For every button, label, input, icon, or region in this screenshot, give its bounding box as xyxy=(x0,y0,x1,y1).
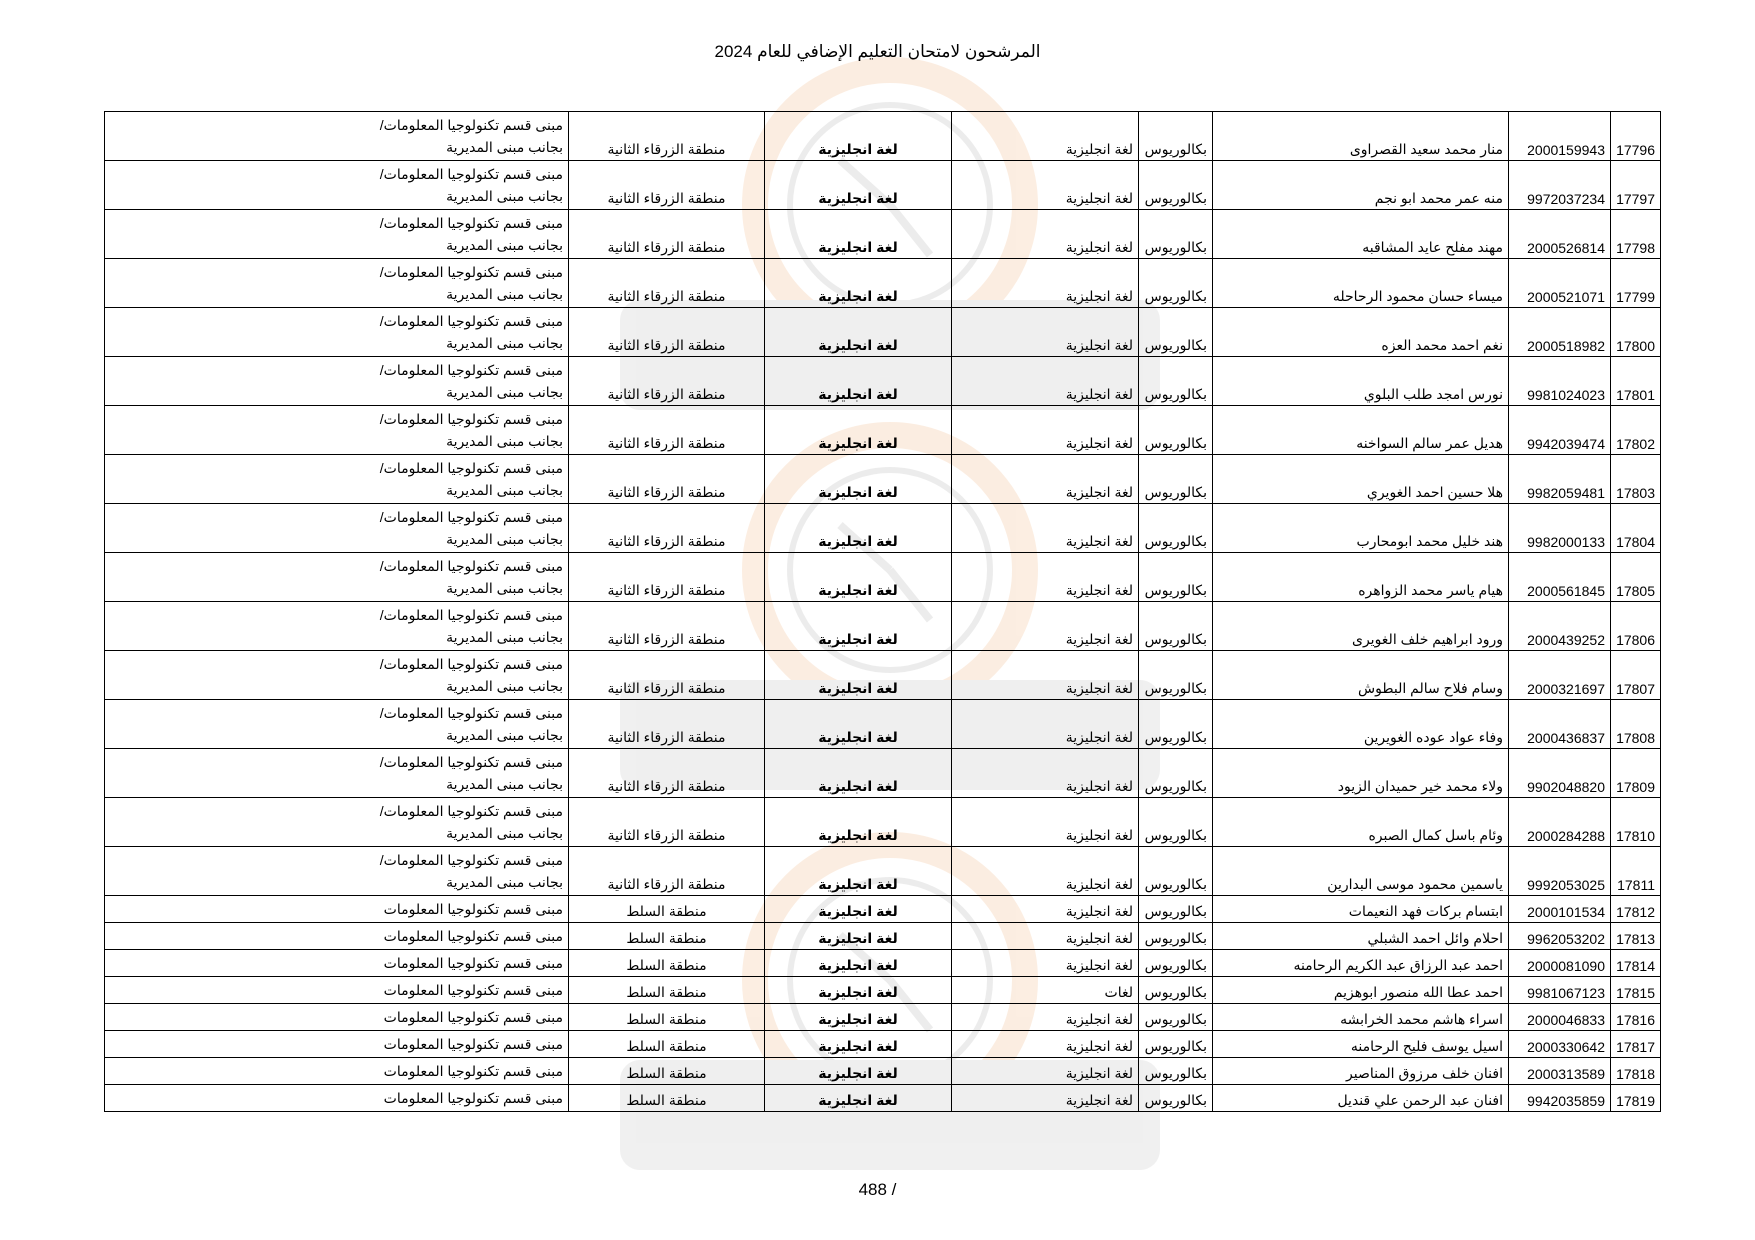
specialization-cell: لغة انجليزية xyxy=(952,455,1139,504)
education-region-cell: منطقة الزرقاء الثانية xyxy=(569,700,765,749)
venue-line-1: مبنى قسم تكنولوجيا المعلومات/ xyxy=(379,852,563,868)
education-region-cell: منطقة الزرقاء الثانية xyxy=(569,259,765,308)
national-id-cell: 9992053025 xyxy=(1509,847,1611,896)
national-id-cell: 2000439252 xyxy=(1509,602,1611,651)
education-region-cell: منطقة الزرقاء الثانية xyxy=(569,602,765,651)
sequence-number-cell: 17809 xyxy=(1611,749,1661,798)
venue-line-2: بجانب مبنى المديرية xyxy=(446,139,563,155)
candidate-name-cell: هيام ياسر محمد الزواهره xyxy=(1213,553,1509,602)
degree-cell: بكالوريوس xyxy=(1139,1004,1213,1031)
education-region-cell: منطقة السلط xyxy=(569,1031,765,1058)
exam-subject-cell: لغة انجليزية xyxy=(765,553,952,602)
venue-line-1: مبنى قسم تكنولوجيا المعلومات/ xyxy=(379,558,563,574)
candidate-name-cell: وئام باسل كمال الصبره xyxy=(1213,798,1509,847)
venue-line-1: مبنى قسم تكنولوجيا المعلومات xyxy=(383,1090,563,1106)
degree-cell: بكالوريوس xyxy=(1139,700,1213,749)
venue-line-2: بجانب مبنى المديرية xyxy=(446,482,563,498)
exam-subject-cell: لغة انجليزية xyxy=(765,923,952,950)
education-region-cell: منطقة السلط xyxy=(569,923,765,950)
exam-subject-cell: لغة انجليزية xyxy=(765,977,952,1004)
sequence-number-cell: 17804 xyxy=(1611,504,1661,553)
sequence-number-cell: 17815 xyxy=(1611,977,1661,1004)
degree-cell: بكالوريوس xyxy=(1139,406,1213,455)
degree-cell: بكالوريوس xyxy=(1139,1058,1213,1085)
sequence-number-cell: 17807 xyxy=(1611,651,1661,700)
degree-cell: بكالوريوس xyxy=(1139,210,1213,259)
venue-line-2: بجانب مبنى المديرية xyxy=(446,678,563,694)
exam-subject-cell: لغة انجليزية xyxy=(765,1085,952,1112)
specialization-cell: لغة انجليزية xyxy=(952,896,1139,923)
national-id-cell: 9962053202 xyxy=(1509,923,1611,950)
sequence-number-cell: 17812 xyxy=(1611,896,1661,923)
venue-line-2: بجانب مبنى المديرية xyxy=(446,629,563,645)
specialization-cell: لغة انجليزية xyxy=(952,504,1139,553)
venue-line-1: مبنى قسم تكنولوجيا المعلومات xyxy=(383,928,563,944)
table-row xyxy=(105,749,1661,798)
exam-venue-cell xyxy=(105,798,569,847)
national-id-cell: 9982059481 xyxy=(1509,455,1611,504)
exam-venue-cell xyxy=(105,406,569,455)
degree-cell: بكالوريوس xyxy=(1139,847,1213,896)
candidate-name-cell: اسراء هاشم محمد الخرابشه xyxy=(1213,1004,1509,1031)
exam-venue-cell xyxy=(105,161,569,210)
venue-line-1: مبنى قسم تكنولوجيا المعلومات xyxy=(383,1009,563,1025)
exam-subject-cell: لغة انجليزية xyxy=(765,1004,952,1031)
sequence-number-cell: 17819 xyxy=(1611,1085,1661,1112)
venue-line-2: بجانب مبنى المديرية xyxy=(446,335,563,351)
specialization-cell: لغة انجليزية xyxy=(952,1085,1139,1112)
sequence-number-cell: 17806 xyxy=(1611,602,1661,651)
specialization-cell: لغة انجليزية xyxy=(952,1031,1139,1058)
national-id-cell: 2000518982 xyxy=(1509,308,1611,357)
degree-cell: بكالوريوس xyxy=(1139,112,1213,161)
exam-subject-cell: لغة انجليزية xyxy=(765,504,952,553)
degree-cell: بكالوريوس xyxy=(1139,896,1213,923)
table-row xyxy=(105,112,1661,161)
venue-line-1: مبنى قسم تكنولوجيا المعلومات/ xyxy=(379,656,563,672)
table-row xyxy=(105,977,1661,1004)
specialization-cell: لغة انجليزية xyxy=(952,406,1139,455)
candidate-name-cell: منه عمر محمد ابو نجم xyxy=(1213,161,1509,210)
education-region-cell: منطقة الزرقاء الثانية xyxy=(569,504,765,553)
exam-subject-cell: لغة انجليزية xyxy=(765,455,952,504)
venue-line-1: مبنى قسم تكنولوجيا المعلومات/ xyxy=(379,166,563,182)
sequence-number-cell: 17813 xyxy=(1611,923,1661,950)
degree-cell: بكالوريوس xyxy=(1139,357,1213,406)
degree-cell: بكالوريوس xyxy=(1139,259,1213,308)
venue-line-1: مبنى قسم تكنولوجيا المعلومات/ xyxy=(379,509,563,525)
venue-line-1: مبنى قسم تكنولوجيا المعلومات/ xyxy=(379,705,563,721)
exam-venue-cell xyxy=(105,455,569,504)
venue-line-2: بجانب مبنى المديرية xyxy=(446,188,563,204)
degree-cell: بكالوريوس xyxy=(1139,161,1213,210)
specialization-cell: لغة انجليزية xyxy=(952,923,1139,950)
venue-line-2: بجانب مبنى المديرية xyxy=(446,531,563,547)
education-region-cell: منطقة السلط xyxy=(569,896,765,923)
exam-venue-cell xyxy=(105,749,569,798)
table-row xyxy=(105,357,1661,406)
specialization-cell: لغة انجليزية xyxy=(952,210,1139,259)
national-id-cell: 9972037234 xyxy=(1509,161,1611,210)
venue-line-1: مبنى قسم تكنولوجيا المعلومات xyxy=(383,1063,563,1079)
degree-cell: بكالوريوس xyxy=(1139,749,1213,798)
exam-venue-cell xyxy=(105,977,569,1004)
specialization-cell: لغة انجليزية xyxy=(952,602,1139,651)
national-id-cell: 2000561845 xyxy=(1509,553,1611,602)
table-row xyxy=(105,1004,1661,1031)
exam-subject-cell: لغة انجليزية xyxy=(765,700,952,749)
venue-line-1: مبنى قسم تكنولوجيا المعلومات/ xyxy=(379,460,563,476)
exam-venue-cell xyxy=(105,1031,569,1058)
candidate-name-cell: هند خليل محمد ابومحارب xyxy=(1213,504,1509,553)
national-id-cell: 2000101534 xyxy=(1509,896,1611,923)
table-row xyxy=(105,896,1661,923)
venue-line-1: مبنى قسم تكنولوجيا المعلومات/ xyxy=(379,754,563,770)
specialization-cell: لغة انجليزية xyxy=(952,700,1139,749)
specialization-cell: لغة انجليزية xyxy=(952,950,1139,977)
exam-venue-cell xyxy=(105,923,569,950)
national-id-cell: 2000321697 xyxy=(1509,651,1611,700)
candidate-name-cell: احلام وائل احمد الشبلي xyxy=(1213,923,1509,950)
exam-subject-cell: لغة انجليزية xyxy=(765,651,952,700)
national-id-cell: 2000330642 xyxy=(1509,1031,1611,1058)
education-region-cell: منطقة السلط xyxy=(569,1085,765,1112)
table-row xyxy=(105,1058,1661,1085)
national-id-cell: 2000526814 xyxy=(1509,210,1611,259)
specialization-cell: لغة انجليزية xyxy=(952,749,1139,798)
education-region-cell: منطقة الزرقاء الثانية xyxy=(569,210,765,259)
venue-line-2: بجانب مبنى المديرية xyxy=(446,433,563,449)
venue-line-1: مبنى قسم تكنولوجيا المعلومات/ xyxy=(379,215,563,231)
degree-cell: بكالوريوس xyxy=(1139,950,1213,977)
candidate-name-cell: نغم احمد محمد العزه xyxy=(1213,308,1509,357)
candidate-name-cell: وفاء عواد عوده الغويرين xyxy=(1213,700,1509,749)
education-region-cell: منطقة الزرقاء الثانية xyxy=(569,798,765,847)
national-id-cell: 2000521071 xyxy=(1509,259,1611,308)
table-row xyxy=(105,923,1661,950)
candidate-name-cell: اسيل يوسف فليح الرحامنه xyxy=(1213,1031,1509,1058)
table-row xyxy=(105,700,1661,749)
exam-subject-cell: لغة انجليزية xyxy=(765,950,952,977)
table-row xyxy=(105,847,1661,896)
page-number: 488 / xyxy=(858,1180,897,1199)
specialization-cell: لغة انجليزية xyxy=(952,1004,1139,1031)
sequence-number-cell: 17803 xyxy=(1611,455,1661,504)
national-id-cell: 9981067123 xyxy=(1509,977,1611,1004)
specialization-cell: لغة انجليزية xyxy=(952,259,1139,308)
exam-venue-cell xyxy=(105,553,569,602)
sequence-number-cell: 17811 xyxy=(1611,847,1661,896)
specialization-cell: لغة انجليزية xyxy=(952,553,1139,602)
venue-line-1: مبنى قسم تكنولوجيا المعلومات/ xyxy=(379,803,563,819)
venue-line-2: بجانب مبنى المديرية xyxy=(446,727,563,743)
specialization-cell: لغة انجليزية xyxy=(952,798,1139,847)
specialization-cell: لغة انجليزية xyxy=(952,161,1139,210)
degree-cell: بكالوريوس xyxy=(1139,798,1213,847)
degree-cell: بكالوريوس xyxy=(1139,1085,1213,1112)
venue-line-1: مبنى قسم تكنولوجيا المعلومات/ xyxy=(379,362,563,378)
venue-line-1: مبنى قسم تكنولوجيا المعلومات/ xyxy=(379,411,563,427)
table-row xyxy=(105,504,1661,553)
table-row xyxy=(105,161,1661,210)
candidate-name-cell: ابتسام بركات فهد النعيمات xyxy=(1213,896,1509,923)
candidate-name-cell: ميساء حسان محمود الرحاحله xyxy=(1213,259,1509,308)
education-region-cell: منطقة الزرقاء الثانية xyxy=(569,749,765,798)
sequence-number-cell: 17798 xyxy=(1611,210,1661,259)
degree-cell: بكالوريوس xyxy=(1139,1031,1213,1058)
candidate-name-cell: نورس امجد طلب البلوي xyxy=(1213,357,1509,406)
table-row xyxy=(105,259,1661,308)
sequence-number-cell: 17800 xyxy=(1611,308,1661,357)
table-body xyxy=(105,112,1661,1112)
education-region-cell: منطقة الزرقاء الثانية xyxy=(569,112,765,161)
exam-venue-cell xyxy=(105,308,569,357)
venue-line-2: بجانب مبنى المديرية xyxy=(446,825,563,841)
degree-cell: بكالوريوس xyxy=(1139,602,1213,651)
candidate-name-cell: احمد عبد الرزاق عبد الكريم الرحامنه xyxy=(1213,950,1509,977)
candidate-name-cell: هلا حسين احمد الغويري xyxy=(1213,455,1509,504)
candidate-name-cell: ياسمين محمود موسى البدارين xyxy=(1213,847,1509,896)
candidates-table xyxy=(104,111,1661,1112)
venue-line-2: بجانب مبنى المديرية xyxy=(446,384,563,400)
candidate-name-cell: مهند مفلح عايد المشاقبه xyxy=(1213,210,1509,259)
national-id-cell: 2000436837 xyxy=(1509,700,1611,749)
exam-subject-cell: لغة انجليزية xyxy=(765,798,952,847)
table-row xyxy=(105,651,1661,700)
candidate-name-cell: احمد عطا الله منصور ابوهزيم xyxy=(1213,977,1509,1004)
education-region-cell: منطقة السلط xyxy=(569,977,765,1004)
exam-venue-cell xyxy=(105,112,569,161)
education-region-cell: منطقة السلط xyxy=(569,1058,765,1085)
education-region-cell: منطقة الزرقاء الثانية xyxy=(569,308,765,357)
table-row xyxy=(105,1085,1661,1112)
table-row xyxy=(105,798,1661,847)
education-region-cell: منطقة الزرقاء الثانية xyxy=(569,455,765,504)
exam-subject-cell: لغة انجليزية xyxy=(765,847,952,896)
national-id-cell: 2000081090 xyxy=(1509,950,1611,977)
education-region-cell: منطقة الزرقاء الثانية xyxy=(569,651,765,700)
venue-line-1: مبنى قسم تكنولوجيا المعلومات/ xyxy=(379,264,563,280)
national-id-cell: 9982000133 xyxy=(1509,504,1611,553)
sequence-number-cell: 17797 xyxy=(1611,161,1661,210)
candidate-name-cell: افنان خلف مرزوق المناصير xyxy=(1213,1058,1509,1085)
table-row xyxy=(105,455,1661,504)
exam-subject-cell: لغة انجليزية xyxy=(765,602,952,651)
degree-cell: بكالوريوس xyxy=(1139,977,1213,1004)
sequence-number-cell: 17799 xyxy=(1611,259,1661,308)
table-row xyxy=(105,553,1661,602)
venue-line-2: بجانب مبنى المديرية xyxy=(446,580,563,596)
sequence-number-cell: 17814 xyxy=(1611,950,1661,977)
sequence-number-cell: 17801 xyxy=(1611,357,1661,406)
sequence-number-cell: 17817 xyxy=(1611,1031,1661,1058)
degree-cell: بكالوريوس xyxy=(1139,308,1213,357)
specialization-cell: لغة انجليزية xyxy=(952,308,1139,357)
page-title: المرشحون لامتحان التعليم الإضافي للعام 2024 xyxy=(714,42,1041,61)
exam-venue-cell xyxy=(105,210,569,259)
education-region-cell: منطقة السلط xyxy=(569,1004,765,1031)
sequence-number-cell: 17810 xyxy=(1611,798,1661,847)
sequence-number-cell: 17805 xyxy=(1611,553,1661,602)
specialization-cell: لغة انجليزية xyxy=(952,112,1139,161)
exam-venue-cell xyxy=(105,602,569,651)
table-row xyxy=(105,406,1661,455)
education-region-cell: منطقة السلط xyxy=(569,950,765,977)
exam-venue-cell xyxy=(105,259,569,308)
table-row xyxy=(105,950,1661,977)
education-region-cell: منطقة الزرقاء الثانية xyxy=(569,847,765,896)
national-id-cell: 9981024023 xyxy=(1509,357,1611,406)
exam-venue-cell xyxy=(105,1085,569,1112)
table-row xyxy=(105,1031,1661,1058)
sequence-number-cell: 17808 xyxy=(1611,700,1661,749)
exam-subject-cell: لغة انجليزية xyxy=(765,896,952,923)
venue-line-2: بجانب مبنى المديرية xyxy=(446,237,563,253)
exam-venue-cell xyxy=(105,700,569,749)
exam-venue-cell xyxy=(105,651,569,700)
exam-subject-cell: لغة انجليزية xyxy=(765,210,952,259)
candidate-name-cell: ورود ابراهيم خلف الغويرى xyxy=(1213,602,1509,651)
candidate-name-cell: هديل عمر سالم السواخنه xyxy=(1213,406,1509,455)
exam-subject-cell: لغة انجليزية xyxy=(765,406,952,455)
sequence-number-cell: 17816 xyxy=(1611,1004,1661,1031)
venue-line-1: مبنى قسم تكنولوجيا المعلومات/ xyxy=(379,607,563,623)
candidate-name-cell: منار محمد سعيد القصراوى xyxy=(1213,112,1509,161)
national-id-cell: 9902048820 xyxy=(1509,749,1611,798)
exam-subject-cell: لغة انجليزية xyxy=(765,112,952,161)
specialization-cell: لغات xyxy=(952,977,1139,1004)
specialization-cell: لغة انجليزية xyxy=(952,651,1139,700)
national-id-cell: 2000313589 xyxy=(1509,1058,1611,1085)
exam-venue-cell xyxy=(105,504,569,553)
venue-line-1: مبنى قسم تكنولوجيا المعلومات xyxy=(383,1036,563,1052)
exam-subject-cell: لغة انجليزية xyxy=(765,1058,952,1085)
candidate-name-cell: ولاء محمد خير حميدان الزيود xyxy=(1213,749,1509,798)
sequence-number-cell: 17802 xyxy=(1611,406,1661,455)
national-id-cell: 9942039474 xyxy=(1509,406,1611,455)
exam-venue-cell xyxy=(105,896,569,923)
national-id-cell: 9942035859 xyxy=(1509,1085,1611,1112)
venue-line-1: مبنى قسم تكنولوجيا المعلومات xyxy=(383,901,563,917)
exam-subject-cell: لغة انجليزية xyxy=(765,749,952,798)
education-region-cell: منطقة الزرقاء الثانية xyxy=(569,161,765,210)
exam-subject-cell: لغة انجليزية xyxy=(765,259,952,308)
education-region-cell: منطقة الزرقاء الثانية xyxy=(569,553,765,602)
table-row xyxy=(105,602,1661,651)
specialization-cell: لغة انجليزية xyxy=(952,847,1139,896)
table-row xyxy=(105,210,1661,259)
exam-subject-cell: لغة انجليزية xyxy=(765,161,952,210)
specialization-cell: لغة انجليزية xyxy=(952,1058,1139,1085)
venue-line-1: مبنى قسم تكنولوجيا المعلومات/ xyxy=(379,313,563,329)
education-region-cell: منطقة الزرقاء الثانية xyxy=(569,406,765,455)
venue-line-1: مبنى قسم تكنولوجيا المعلومات/ xyxy=(379,117,563,133)
exam-venue-cell xyxy=(105,357,569,406)
degree-cell: بكالوريوس xyxy=(1139,455,1213,504)
exam-subject-cell: لغة انجليزية xyxy=(765,1031,952,1058)
national-id-cell: 2000284288 xyxy=(1509,798,1611,847)
exam-subject-cell: لغة انجليزية xyxy=(765,308,952,357)
venue-line-1: مبنى قسم تكنولوجيا المعلومات xyxy=(383,955,563,971)
degree-cell: بكالوريوس xyxy=(1139,504,1213,553)
exam-subject-cell: لغة انجليزية xyxy=(765,357,952,406)
specialization-cell: لغة انجليزية xyxy=(952,357,1139,406)
exam-venue-cell xyxy=(105,1004,569,1031)
exam-venue-cell xyxy=(105,1058,569,1085)
table-row xyxy=(105,308,1661,357)
venue-line-2: بجانب مبنى المديرية xyxy=(446,874,563,890)
venue-line-2: بجانب مبنى المديرية xyxy=(446,286,563,302)
venue-line-1: مبنى قسم تكنولوجيا المعلومات xyxy=(383,982,563,998)
exam-venue-cell xyxy=(105,950,569,977)
exam-venue-cell xyxy=(105,847,569,896)
national-id-cell: 2000046833 xyxy=(1509,1004,1611,1031)
degree-cell: بكالوريوس xyxy=(1139,651,1213,700)
sequence-number-cell: 17796 xyxy=(1611,112,1661,161)
sequence-number-cell: 17818 xyxy=(1611,1058,1661,1085)
national-id-cell: 2000159943 xyxy=(1509,112,1611,161)
education-region-cell: منطقة الزرقاء الثانية xyxy=(569,357,765,406)
degree-cell: بكالوريوس xyxy=(1139,923,1213,950)
candidate-name-cell: وسام فلاح سالم البطوش xyxy=(1213,651,1509,700)
degree-cell: بكالوريوس xyxy=(1139,553,1213,602)
candidate-name-cell: افنان عبد الرحمن علي قنديل xyxy=(1213,1085,1509,1112)
venue-line-2: بجانب مبنى المديرية xyxy=(446,776,563,792)
